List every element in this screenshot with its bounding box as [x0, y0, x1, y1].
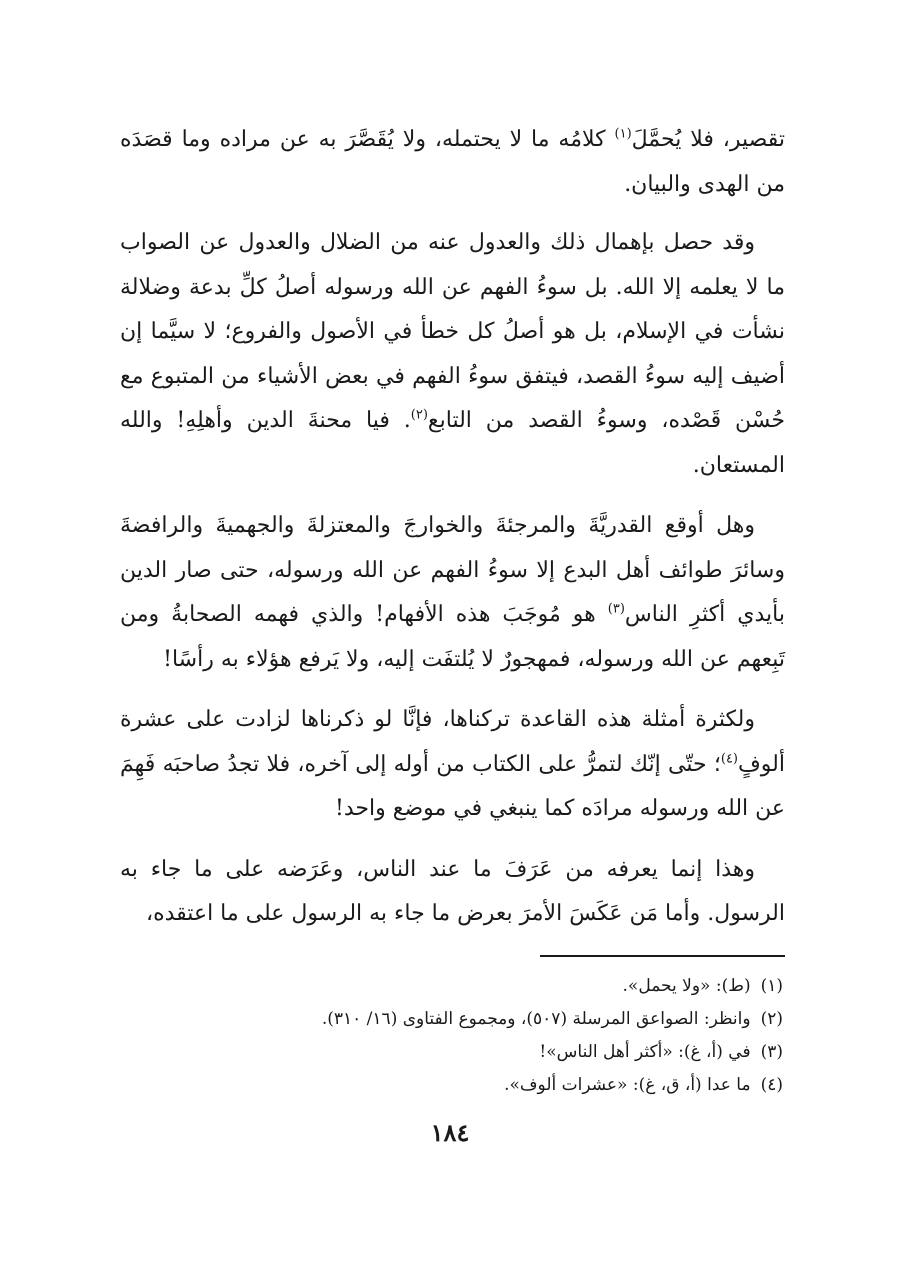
- footnote-number: (٤): [760, 1075, 783, 1095]
- page-number: ١٨٤: [430, 1118, 470, 1147]
- footnote-ref-3: (٣): [607, 601, 625, 617]
- footnote-text: في (أ، غ): «أكثر أهل الناس»!: [539, 1042, 751, 1062]
- paragraph-1: [120, 118, 785, 207]
- main-text: [120, 118, 785, 937]
- footnote-1: [118, 970, 783, 1003]
- paragraph-3-text-b: هو مُوجَبَ هذه الأفهام! والذي فهمه الصحابةُ ومن تَبِعهم عن الله ورسوله، فمهجورٌ لا يُلتفَت إليه، ولا يَرفع هؤلاء به رأسًا!: [120, 602, 785, 672]
- footnotes: [118, 970, 783, 1102]
- paragraph-2-text-a: وقد حصل بإهمال ذلك والعدول عنه من الضلال والعدول عن الصواب ما لا يعلمه إلا الله. بل سوءُ الفهم عن الله ورسوله أصلُ كلِّ بدعة وضلالة نشأت في الإسلام، بل هو أصلُ كل خطأ في الأصول والفروع؛ لا سيَّما إن أضيف إليه سوءُ القصد، فيتفق سوءُ الفهم في بعض الأشياء من المتبوع مع حُسْن قَصْده، وسوءُ القصد من التابع: [120, 230, 785, 433]
- paragraph-3: [120, 504, 785, 682]
- paragraph-2: [120, 221, 785, 488]
- paragraph-4-text-a: ولكثرة أمثلة هذه القاعدة تركناها، فإنَّا لو ذكرناها لزادت على عشرة ألوفٍ: [120, 707, 785, 777]
- footnote-text: وانظر: الصواعق المرسلة (٥٠٧)، ومجموع الفتاوى (١٦/ ٣١٠).: [321, 1009, 751, 1029]
- footnote-ref-1: (١): [614, 126, 632, 142]
- paragraph-4: [120, 698, 785, 832]
- footnote-number: (٣): [760, 1042, 783, 1062]
- footnote-4: [118, 1069, 783, 1102]
- paragraph-1-text-a: تقصير، فلا يُحمَّلَ: [631, 127, 785, 152]
- footnote-text: (ط): «ولا يحمل».: [622, 976, 751, 996]
- footnote-text: ما عدا (أ، ق، غ): «عشرات ألوف».: [504, 1075, 751, 1095]
- paragraph-1-text-b: كلامُه ما لا يحتمله، ولا يُقَصَّرَ به عن مراده وما قصَدَه من الهدى والبيان.: [120, 127, 785, 197]
- footnote-separator: [540, 955, 785, 957]
- footnote-number: (٢): [760, 1009, 783, 1029]
- footnote-number: (١): [760, 976, 783, 996]
- paragraph-5: [120, 848, 785, 937]
- paragraph-4-text-b: ؛ حتّى إنّك لتمرُّ على الكتاب من أوله إلى آخره، فلا تجدُ صاحبَه فَهِمَ عن الله ورسوله مرادَه كما ينبغي في موضع واحد!: [120, 751, 785, 821]
- paragraph-3-text-a: وهل أوقع القدريَّةَ والمرجئةَ والخوارجَ والمعتزلةَ والجهميةَ والرافضةَ وسائرَ طوائف أهل البدع إلا سوءُ الفهم عن الله ورسوله، حتى صار الدين بأيدي أكثرِ الناس: [120, 513, 785, 627]
- footnote-2: [118, 1003, 783, 1036]
- paragraph-5-text: وهذا إنما يعرفه من عَرَفَ ما عند الناس، وعَرَضه على ما جاء به الرسول. وأما مَن عَكَسَ الأمرَ بعرض ما جاء به الرسول على ما اعتقده،: [120, 856, 785, 926]
- paragraph-2-text-b: . فيا محنةَ الدين وأهلِهِ! والله المستعان.: [120, 408, 785, 478]
- footnote-ref-2: (٢): [410, 407, 428, 423]
- footnote-ref-4: (٤): [720, 751, 738, 767]
- footnote-3: [118, 1036, 783, 1069]
